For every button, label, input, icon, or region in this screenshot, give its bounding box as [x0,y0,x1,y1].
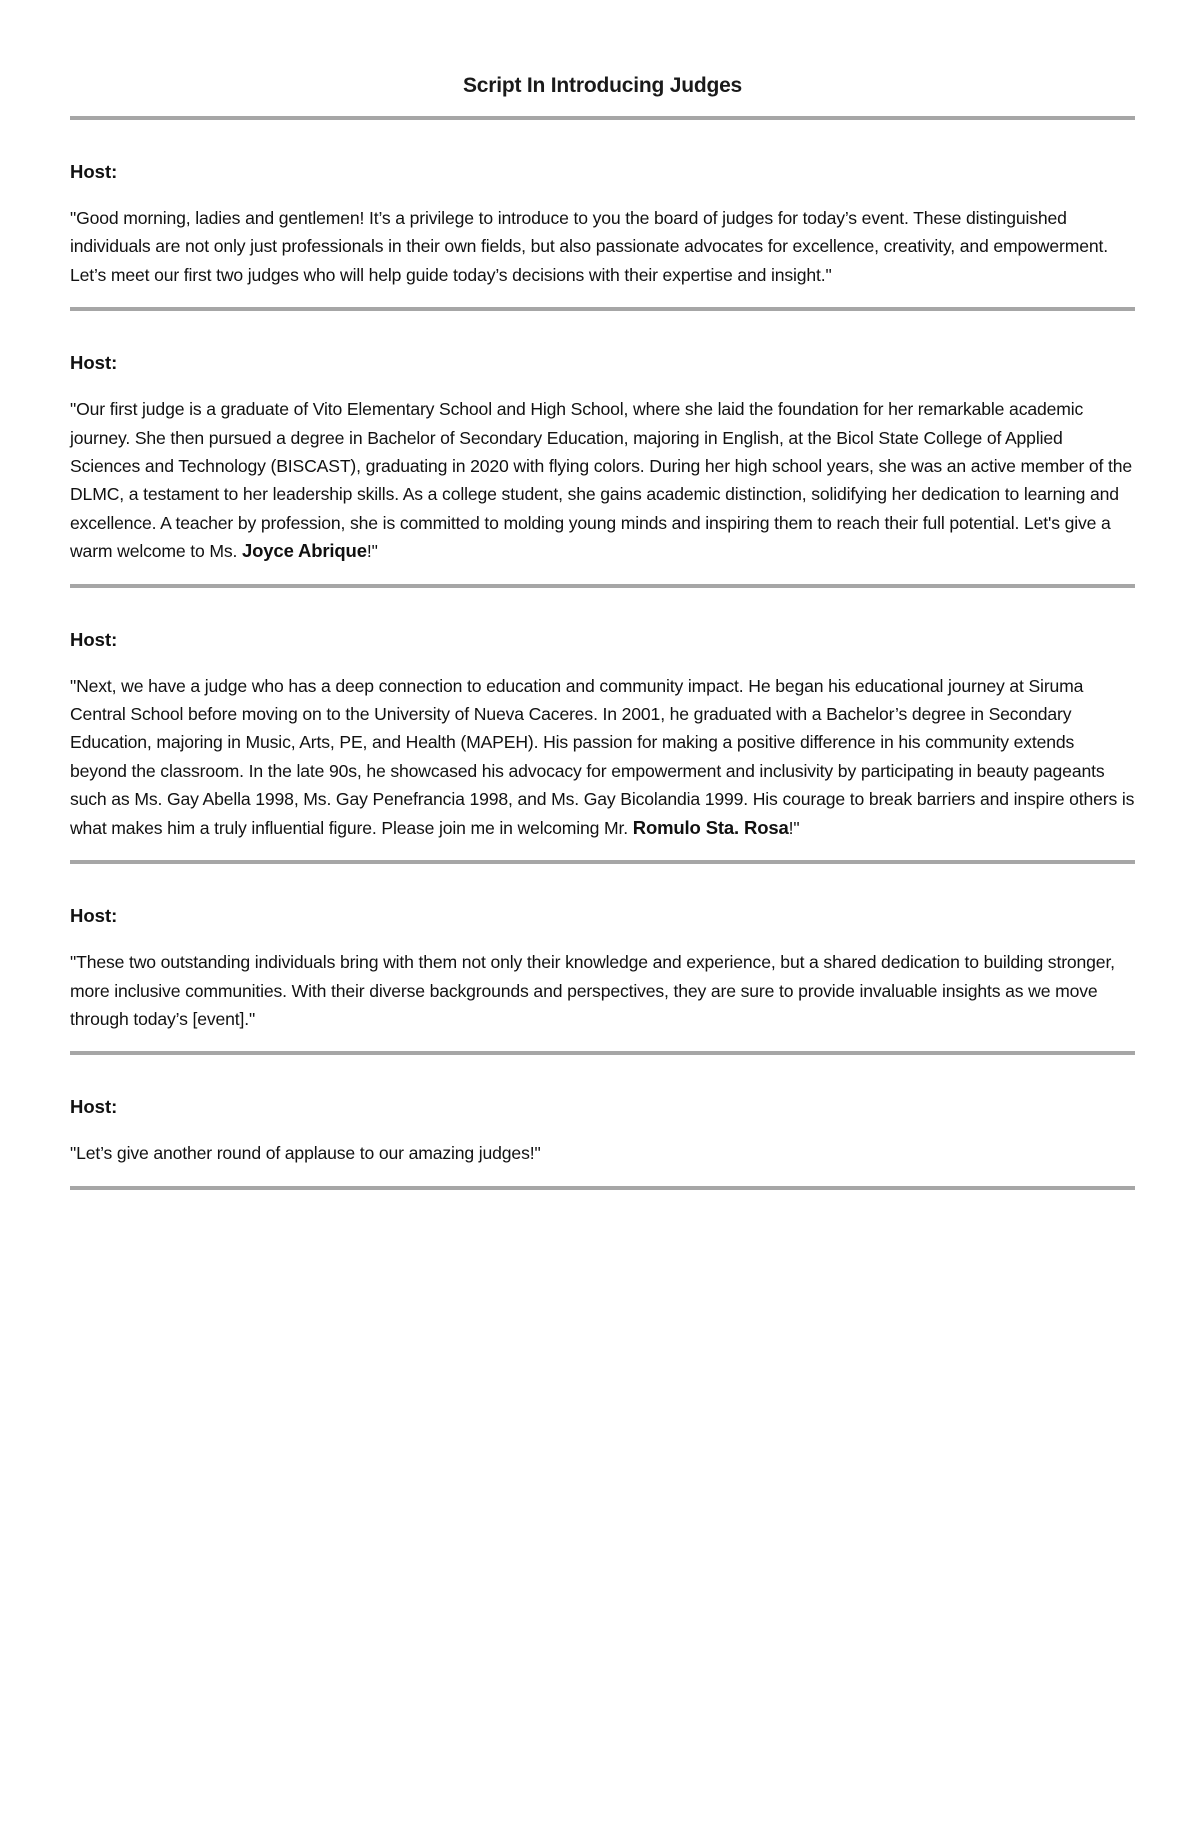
section-divider [70,1186,1135,1190]
script-section-1 [70,120,1135,311]
speech-text-after: !" [366,541,378,562]
speech-text-after: !" [788,817,800,838]
speaker-label: Host: [70,628,118,650]
speaker-label: Host: [70,161,118,182]
script-section-2 [70,311,1135,587]
script-section-5 [70,1055,1135,1189]
speech-text [70,395,1135,565]
speech-text [70,672,1135,842]
document-page [70,0,1135,1190]
script-section-3 [70,588,1135,864]
speech-text: "Good morning, ladies and gentlemen! It’s a privilege to introduce to you the board of judges for today’s event. These distinguished individuals are not only just professionals in their own fields, but also passionate advocates for excellence, creativity, and empowerment. Let’s meet our first two judges who will help guide today’s decisions with their expertise and insight." [70,208,1108,285]
judge-name: Romulo Sta. Rosa [632,816,789,838]
speaker-label: Host: [70,905,118,927]
speech-text: "These two outstanding individuals bring with them not only their knowledge and experience, but a shared dedication to building stronger, more inclusive communities. With their diverse backgrounds and perspectives, they are sure to provide invaluable insights as we move through today’s [event]." [70,952,1115,1029]
judge-name: Joyce Abrique [242,540,367,562]
script-section-4 [70,864,1135,1055]
speech-text-before: "Our first judge is a graduate of Vito Elementary School and High School, where she laid the foundation for her remarkable academic journey. She then pursued a degree in Bachelor of Secondary Education, majoring in English, at the Bicol State College of Applied Sciences and Technology (BISCAST), graduating in 2020 with flying colors. During her high school years, she was an active member of the DLMC, a testament to her leadership skills. As a college student, she gains academic distinction, solidifying her dedication to learning and excellence. A teacher by profession, she is committed to molding young minds and inspiring them to reach their full potential. Let's give a warm welcome to Ms. [70,399,1133,562]
speaker-label: Host: [70,352,118,374]
speech-text: "Let’s give another round of applause to our amazing judges!" [70,1143,541,1164]
speaker-label: Host: [70,1096,118,1118]
speech-text-before: "Next, we have a judge who has a deep connection to education and community impact. He began his educational journey at Siruma Central School before moving on to the University of Nueva Caceres. In 2001, he graduated with a Bachelor’s degree in Secondary Education, majoring in Music, Arts, PE, and Health (MAPEH). His passion for making a positive difference in his community extends beyond the classroom. In the late 90s, he showcased his advocacy for empowerment and inclusivity by participating in beauty pageants such as Ms. Gay Abella 1998, Ms. Gay Penefrancia 1998, and Ms. Gay Bicolandia 1999. His courage to break barriers and inspire others is what makes him a truly influential figure. Please join me in welcoming Mr. [70,675,1135,838]
document-title: Script In Introducing Judges [462,74,743,97]
